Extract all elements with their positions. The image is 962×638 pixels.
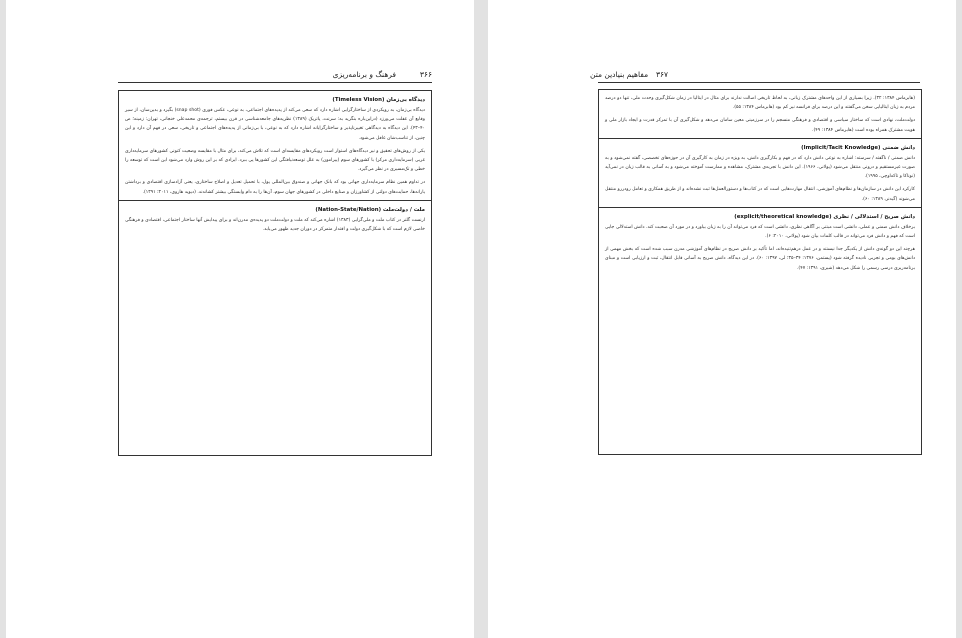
entry-paragraph: ارنست گلنر در کتاب ملت و ملی‌گرایی (۱۳۸۳) اشاره می‌کند که ملت و دولت‌ملت دو پدیده‌ی مدرن‌اند و برای پیدایش آنها ساختار اجتماعی، اقتصادی و فرهنگی خاصی لازم است که با شکل‌گیری دولت و اقتدار متمرکز در دوران جدید ظهور می‌یابد.	[125, 217, 425, 233]
glossary-entry	[599, 207, 921, 276]
header-rule	[118, 82, 432, 83]
glossary-entry	[119, 91, 431, 200]
entry-title: دیدگاه بی‌زمان (Timeless Vision)	[332, 97, 425, 103]
glossary-box	[598, 89, 922, 455]
running-title: فرهنگ و برنامه‌ریزی	[332, 70, 396, 79]
entry-paragraph: هرچند این دو گونه‌ی دانش از یکدیگر جدا نیستند و در عمل درهم‌تنیده‌اند، اما تأکید بر دانش صریح در نظام‌های آموزشی مدرن سبب شده است که بخش مهمی از دانش‌های بومی و تجربی نادیده گرفته شود (پستمن، ۱۳۷۶: ۳۴–۳۵؛ لی، ۱۳۹۷: ۶۰). در این دیدگاه، دانش صریح به آسانی قابل انتقال، ثبت و ارزیابی است و مبنای برنامه‌ریزی درسی رسمی را شکل می‌دهد (شیری، ۱۳۹۱: ۴۷).	[605, 247, 916, 271]
entry-paragraph: دانش ضمنی / ناگفته / سرسته: اشاره به نوعی دانش دارد که در فهم و بکارگیری دانش، به ویژه در زمان به کارگیری آن در حوزه‌های تخصصی، گفته نمی‌شود و به صورت غیرمستقیم و درونی منتقل می‌شود (پولانی، ۱۹۶۶). این دانش با تجربه‌ی مشترک، مشاهده و ممارست آموخته می‌شود و به آسانی به قالب زبان در نمی‌آید (نوناکا و تاکه‌اوچی، ۱۹۹۵).	[605, 155, 915, 180]
glossary-entry	[119, 200, 431, 237]
entry-paragraph: در تداوم همین نظام سرمایه‌داری جهانی بود که بانک جهانی و صندوق بین‌المللی پول، با تحمیل تعدیل و اصلاح ساختاری، یعنی آزادسازی اقتصادی و برداشتن یارانه‌ها، حمایت‌های دولتی از کشاورزان و صنایع داخلی در کشورهای جهان سوم، آن‌ها را به دام وابستگی بیشتر کشاندند. (دیوید هاروی، ۲۰۱۱؛ ۱۳۹۱).	[125, 180, 425, 195]
entry-paragraph: یکی از روش‌های تحقیق و نیز دیدگاه‌های استوار است رویکردهای مقایسه‌ای است که تلاش می‌کند، برای مثال با مقایسه وضعیت کنونی کشورهای سرمایه‌داری غربی (سرمایه‌داری مرکز) با کشورهای سوم (پیرامون) به علل توسعه‌نیافتگی این کشورها پی ببرد. ایرادی که بر این روش وارد می‌شود این است که توسعه را خطی و تک‌مسیری در نظر می‌گیرد.	[125, 148, 425, 173]
entry-paragraph: برخلاف دانش ضمنی و عملی، دانشی است مبتنی بر آگاهی نظری، دانشی است که فرد می‌تواند آن را به زبان بیاورد و در مورد آن صحبت کند. دانش استدلالی جایی است که فهم و دانش فرد می‌تواند در قالب کلمات بیان شود (پولانی، ۲۰۱۰: ۶).	[605, 224, 915, 240]
entry-title: ملت / دولت‌ملت (Nation-State/Nation)	[315, 206, 425, 213]
glossary-entry	[599, 90, 921, 138]
glossary-box	[118, 90, 432, 456]
entry-paragraph: دیدگاه بی‌زمان، به رویکردی از ساختارگرایی اشاره دارد که سعی می‌کند از پدیده‌های اجتماعی، به نوعی، عکس فوری (snap shot) بگیرد و بدین‌سان، از سیر وقایع آن غفلت می‌ورزد (دراین‌باره بنگرید به: سرنت، پاتریک (۱۳۸۹) نظریه‌های جامعه‌شناسی در قرن بیستم، ترجمه‌ی محمدعلی خنجانی، تهران: زمینه؛ ص ۴۰–۴۳). این دیدگاه به دیدگاهی تغییرناپذیر و ساختارگرایانه اشاره دارد که به نوعی، با بی‌زمانی از پدیده‌های اجتماعی و تاریخی، سعی در فهم آن دارد و این چنین، از تناسب‌شان غافل می‌شود.	[125, 108, 425, 141]
entry-title: دانش صریح / استدلالی / نظری (explicit/theoretical knowledge)	[734, 213, 915, 220]
right-page	[488, 0, 956, 638]
left-page	[6, 0, 474, 638]
entry-paragraph: کارکرد این دانش در سازمان‌ها و نظام‌های آموزشی، انتقال مهارت‌هایی است که در کتاب‌ها و دستورالعمل‌ها ثبت نشده‌اند و از طریق همکاری و تعامل رودررو منتقل می‌شوند (گیدنز، ۱۳۸۹: ۶۰).	[605, 187, 915, 202]
entry-paragraph: دولت‌ملت، نهادی است که ساختار سیاسی و اقتصادی و فرهنگی منسجم را در سرزمینی معین سامان می‌دهد و شکل‌گیری آن با تمرکز قدرت و ایجاد بازار ملی و هویت مشترک همراه بوده است (هابرماس ۱۳۸۴: ۴۹).	[605, 118, 915, 133]
running-title: مفاهیم بنیادین متن	[590, 70, 649, 79]
page-number: ۳۶۶	[419, 70, 432, 79]
glossary-entry	[599, 138, 921, 207]
entry-paragraph: (هابرماس ۱۳۸۴: ۳۲). زیرا بسیاری از این واحدهای مشترک زبانی، به لحاظ تاریخی اصالت ندارند برای مثال در ایتالیا در زمان شکل‌گیری وحدت ملی، تنها دو درصد مردم به زبان ایتالیایی سخن می‌گفتند و این درصد برای فرانسه نیز کم بود (هابرماس ۱۳۸۴: ۵۵).	[605, 96, 915, 111]
entry-title: دانش ضمنی (Implicit/Tacit Knowledge)	[801, 144, 915, 151]
page-number: ۳۶۷	[656, 70, 669, 79]
header-rule	[598, 82, 920, 83]
